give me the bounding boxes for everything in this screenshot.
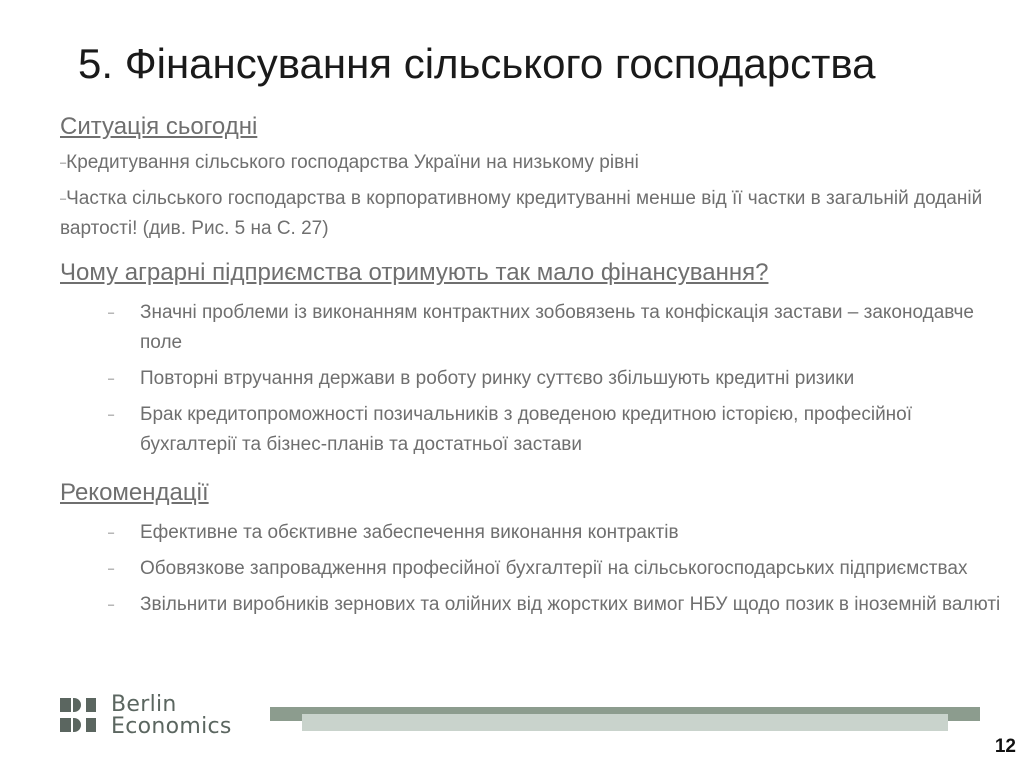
list-item-text: Ефективне та обєктивне забеспечення виконання контрактів <box>140 522 679 543</box>
berlin-economics-logo <box>60 692 250 740</box>
logo-mark-square <box>86 698 96 712</box>
list-item <box>60 184 1010 244</box>
list-item-text: Повторні втручання держави в роботу ринку суттєво збільшують кредитні ризики <box>140 368 855 389</box>
bullet-dash: – <box>108 409 115 421</box>
slide-content <box>60 112 1010 620</box>
list-item-text: Значні проблеми із виконанням контрактних зобовязень та конфіскація застави – законодавче поле <box>140 302 974 353</box>
logo-text-economics: Economics <box>111 714 232 739</box>
list-item-text: Частка сільського господарства в корпоративному кредитуванні менше від її частки в загальній доданій вартості! (див. Рис. 5 на С. 27) <box>60 188 983 239</box>
bullet-dash: – <box>108 307 115 319</box>
list-item-text: Обовязкове запровадження професійної бухгалтерії на сільськогосподарських підприємствах <box>140 558 968 579</box>
logo-mark-square <box>73 718 81 732</box>
list-item-text: Брак кредитопроможності позичальників з доведеною кредитною історією, професійної бухгалтерії та бізнес-планів та достатньої застави <box>140 404 913 455</box>
logo-mark-square <box>86 718 96 732</box>
bullet-dash: – <box>108 527 115 539</box>
list-item <box>60 364 1010 394</box>
list-item-text: Звільнити виробників зернових та олійних від жорстких вимог НБУ щодо позик в іноземній валюті <box>140 594 1001 615</box>
logo-mark-square <box>73 698 81 712</box>
list-item <box>60 148 1010 178</box>
list-item <box>60 518 1010 548</box>
bullet-dash: – <box>108 373 115 385</box>
bullet-dash: – <box>60 157 67 169</box>
logo-text-berlin: Berlin <box>111 692 177 717</box>
logo-mark-square <box>60 718 71 732</box>
section-heading-why: Чому аграрні підприємства отримують так мало фінансування? <box>60 259 769 286</box>
list-item <box>60 298 1010 358</box>
section-heading-situation: Ситуація сьогодні <box>60 113 258 140</box>
list-item <box>60 590 1010 620</box>
bullet-dash: – <box>60 193 67 205</box>
bullet-dash: – <box>108 599 115 611</box>
section-heading-recommendations: Рекомендації <box>60 479 209 506</box>
list-item <box>60 554 1010 584</box>
bullet-dash: – <box>108 563 115 575</box>
slide-title: 5. Фінансування сільського господарства <box>78 40 876 87</box>
list-item-text: Кредитування сільського господарства України на низькому рівні <box>66 152 639 173</box>
logo-mark-square <box>60 698 71 712</box>
page-number: 12 <box>994 736 1016 757</box>
list-item <box>60 400 1010 460</box>
footer-bar-light <box>302 714 948 731</box>
